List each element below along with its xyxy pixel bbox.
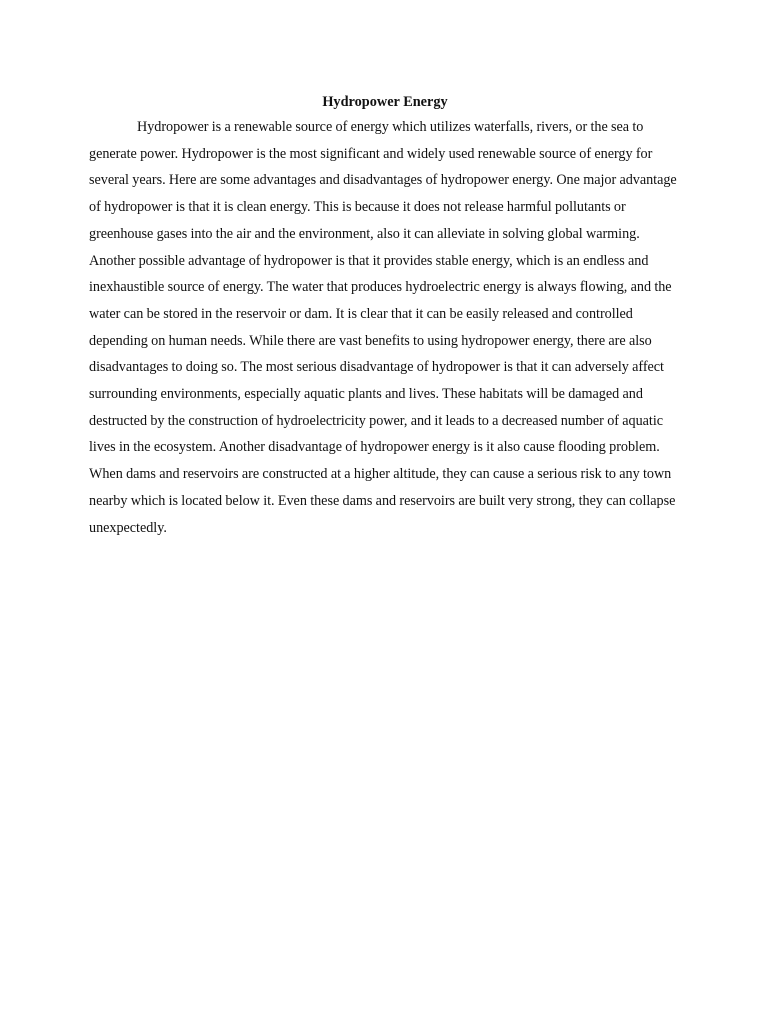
document-content xyxy=(89,90,681,541)
document-title: Hydropower Energy xyxy=(322,94,448,110)
body-paragraph: Hydropower is a renewable source of energy which utilizes waterfalls, rivers, or the sea to generate power. Hydropower is the most significant and widely used renewable source of energy for several years. Here are some advantages and disadvantages of hydropower energy. One major advantage of hydropower is that it is clean energy. This is because it does not release harmful pollutants or greenhouse gases into the air and the environment, also it can alleviate in solving global warming. Another possible advantage of hydropower is that it provides stable energy, which is an endless and inexhaustible source of energy. The water that produces hydroelectric energy is always flowing, and the water can be stored in the reservoir or dam. It is clear that it can be easily released and controlled depending on human needs. While there are vast benefits to using hydropower energy, there are also disadvantages to doing so. The most serious disadvantage of hydropower is that it can adversely affect surrounding environments, especially aquatic plants and lives. These habitats will be damaged and destructed by the construction of hydroelectricity power, and it leads to a decreased number of aquatic lives in the ecosystem. Another disadvantage of hydropower energy is it also cause flooding problem. When dams and reservoirs are constructed at a higher altitude, they can cause a serious risk to any town nearby which is located below it. Even these dams and reservoirs are built very strong, they can collapse unexpectedly. xyxy=(89,119,677,536)
